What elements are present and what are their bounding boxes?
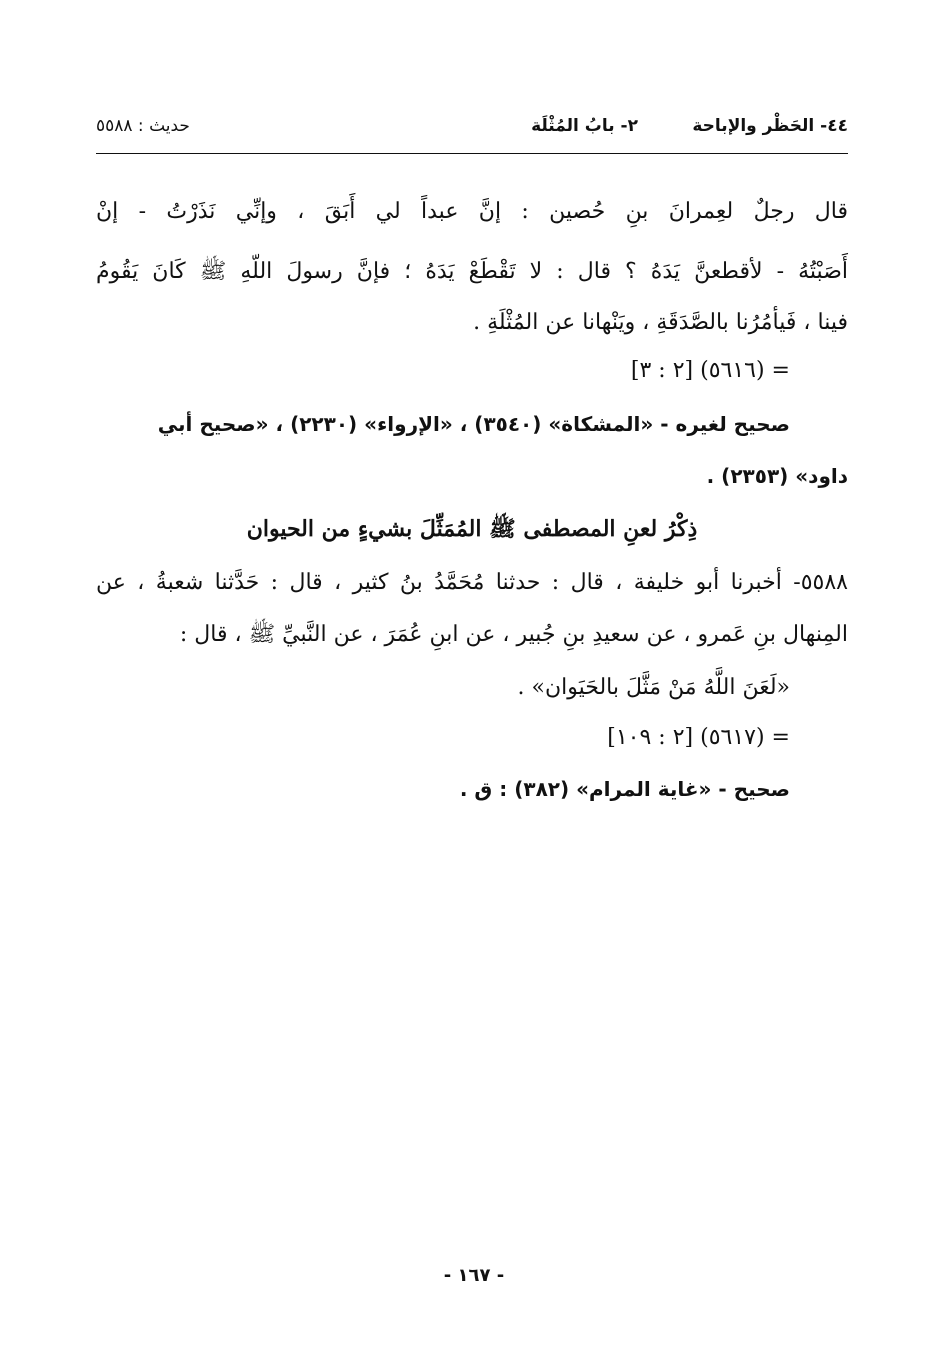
prev-hadith-line-3: فينا ، فَيأمُرُنا بالصَّدَقَةِ ، ويَنْهانا عن المُثْلَةِ . [473,310,848,335]
header-rule [96,153,848,154]
prev-hadith-reference: = (٥٦١٦) [٢ : ٣] [630,358,790,383]
book-title: ٤٤- الحَظْر والإباحة [692,116,848,136]
hadith-number-label: حديث : ٥٥٨٨ [96,116,190,136]
section-heading: ذِكْرُ لعنِ المصطفى ﷺ المُمَثِّلَ بشيءٍ من الحيوان [246,516,698,542]
prev-hadith-ruling-line-1: صحيح لغيره - «المشكاة» (٣٥٤٠) ، «الإرواء» (٢٢٣٠) ، «صحيح أبي [157,412,790,436]
page-number: - ١٦٧ - [443,1265,505,1286]
running-header [96,112,848,146]
hadith-5588-line-1: ٥٥٨٨- أخبرنا أبو خليفة ، قال : حدثنا مُحَمَّدُ بنُ كثير ، قال : حَدَّثنا شعبةُ ، عن [96,570,848,595]
hadith-5588-line-2: المِنهال بنِ عَمرو ، عن سعيدِ بنِ جُبير ، عن ابنِ عُمَرَ ، عن النَّبيِّ ﷺ ، قال : [179,622,848,647]
hadith-5588-reference: = (٥٦١٧) [٢ : ١٠٩] [607,725,790,750]
hadith-5588-ruling: صحيح - «غاية المرام» (٣٨٢) : ق . [459,777,790,801]
chapter-title: ٢- بابُ المُثْلَة [531,116,638,136]
hadith-5588-line-3: «لَعَنَ اللَّهُ مَنْ مَثَّلَ بالحَيَوان» . [517,675,790,700]
prev-hadith-line-1: قال رجلٌ لعِمرانَ بنِ حُصين : إنَّ عبداً لي أَبَقَ ، وإنِّي نَذَرْتُ - إنْ [96,199,848,224]
prev-hadith-line-2: أَصَبْتُهُ - لأقطعنَّ يَدَهُ ؟ قال : لا تَقْطَعْ يَدَهُ ؛ فإنَّ رسولَ اللّهِ ﷺ كَانَ يَقُومُ [96,259,848,284]
prev-hadith-ruling-line-2: داود» (٢٣٥٣) . [706,464,848,488]
